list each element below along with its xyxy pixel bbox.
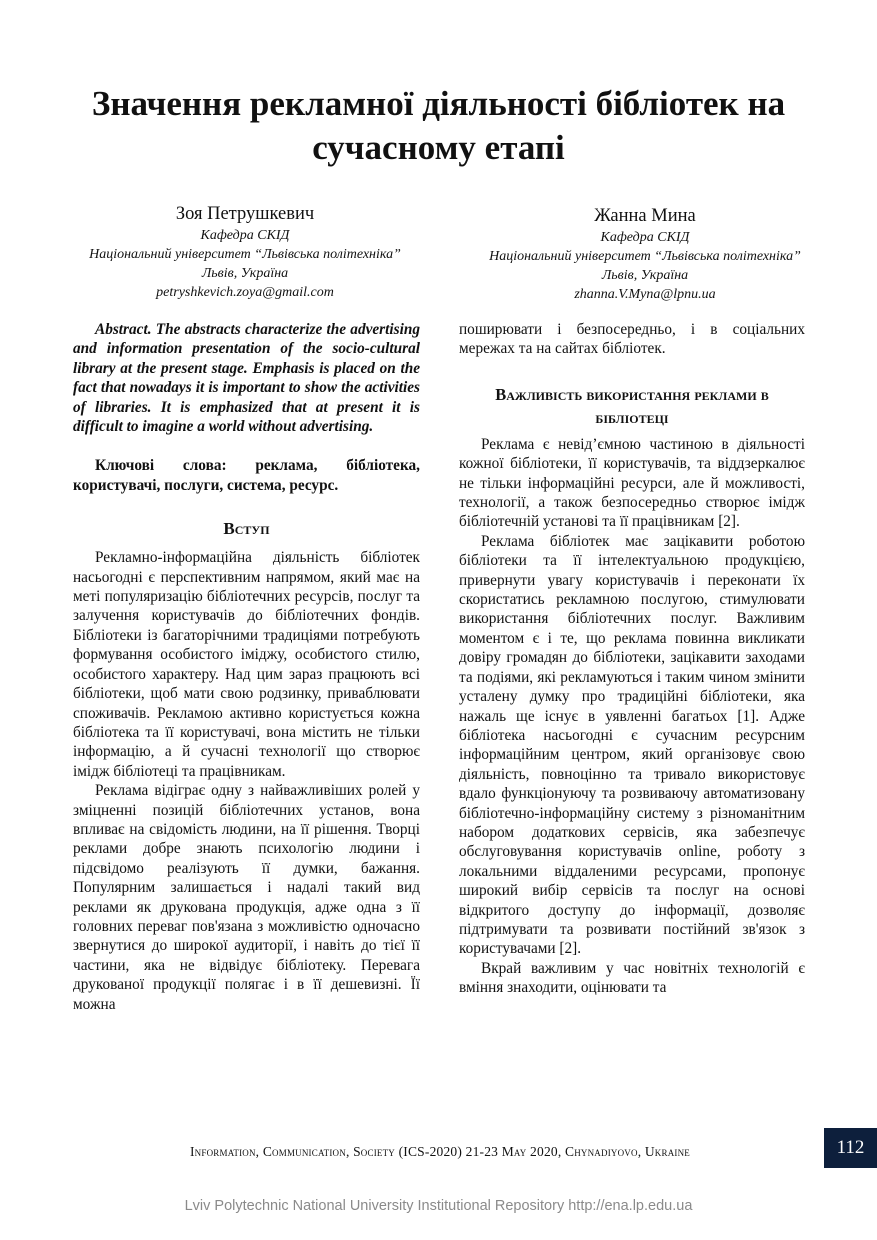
right-column — [459, 320, 805, 998]
author-university: Національний університет “Львівська політехніка” — [489, 249, 801, 264]
author-name: Жанна Мина — [594, 206, 696, 226]
abstract: Abstract. The abstracts characterize the advertising and information presentation of the socio-cultural library at the present stage. Emphasis is placed on the fact that nowadays it is important to show the activities of libraries. It is emphasized that at present it is difficult to imagine a world without advertising. — [73, 321, 420, 436]
author-department: Кафедра СКІД — [600, 230, 690, 245]
body-paragraph: Рекламно-інформаційна діяльність бібліотек насьогодні є перспективним напрямом, який має на меті популяризацію бібліотечних ресурсів, послуг та залучення користувачів до бібліотечних фондів. Бібліотеки із багаторічними традиціями потребують формування особистого іміджу, особистого стилю, особистого характеру. Над цим зараз працюють всі бібліотеки, щоб мати свою родзинку, приваблювати споживачів. Рекламою активно користується кожна бібліотека та її користувачі, вона містить не тільки інформацію, а й сучасні технології що створює імідж бібліотеці та працівникам. — [73, 549, 420, 780]
author-department: Кафедра СКІД — [200, 228, 290, 243]
author-block-1 — [45, 202, 445, 302]
body-paragraph-continuation: поширювати і безпосередньо, і в соціальних мережах та на сайтах бібліотек. — [459, 321, 805, 358]
author-university: Національний університет “Львівська політехніка” — [89, 247, 401, 262]
body-paragraph: Вкрай важливим у час новітніх технологій є вміння знаходити, оцінювати та — [459, 959, 805, 997]
repository-credit: Lviv Polytechnic National University Institutional Repository http://ena.lp.edu.ua — [184, 1198, 693, 1214]
author-location: Львів, Україна — [201, 266, 289, 281]
body-paragraph: Реклама є невід’ємною частиною в діяльності кожної бібліотеки, її користувачів, та віддзеркалює не тільки інформаційні ресурси, але й можливості, технології, а також безпосередньо створює імідж бібліотечній установі та її працівникам [2]. — [459, 435, 805, 531]
keywords: Ключові слова: реклама, бібліотека, користувачі, послуги, система, ресурс. — [73, 457, 420, 494]
author-email: zhanna.V.Myna@lpnu.ua — [574, 287, 716, 302]
page-number: 112 — [824, 1128, 877, 1168]
left-column — [73, 320, 420, 1014]
body-paragraph: Реклама бібліотек має зацікавити роботою бібліотеки та її інтелектуальною продукцією, привернути увагу користувачів і переконати їх скористатись рекламною послугою, стимулювати використання бібліотечних послуг. Важливим моментом є і те, що реклама повинна викликати довіру громадян до бібліотеки, зацікавити заходами та подіями, які рекламуються і таким чином змінити усталену думку про традиційні бібліотеки, яка нажаль ще існує в уявленні багатьох [1]. Адже бібліотека насьогодні є сучасним ресурсним інформаційним центром, який організовує свою діяльність, повноцінно та тривало використовує вдало функціонуючу та розвиваючу автоматизовану бібліотечно-інформаційну систему з різноманітним набором додаткових сервісів, яка забезпечує обслуговування користувачів online, роботу з локальними віддаленими ресурсами, пропонує широкий вибір сервісів та послуг на основі відкритого доступу до інформації, дозволяє підтримувати та розвивати постійний зв'язок з користувачами [2]. — [459, 532, 805, 958]
conference-footer: Information, Communication, Society (ICS-2020) 21-23 May 2020, Chynadiyovo, Ukraine — [189, 1144, 691, 1159]
section-heading-importance: Важливість використання реклами в бібліотеці — [495, 384, 769, 427]
author-location: Львів, Україна — [601, 268, 689, 283]
body-paragraph: Реклама відіграє одну з найважливіших ролей у зміцненні позицій бібліотечних установ, вона впливає на свідомість людини, на її рішення. Творці реклами добре знають психологію людини і підсвідомо реалізують її думки, бажання. Популярним залишається і надалі такий вид реклами як друкована продукція, адже одна з її головних переваг пов'язана з можливістю одночасно звернутися до широкої аудиторії, і навіть до тієї її частини, яка не відвідує бібліотеку. Перевага друкованої продукції полягає і в її дешевизні. Її можна — [73, 782, 420, 1013]
paper-title: Значення рекламної діяльності бібліотек на сучасному етапі — [91, 84, 786, 167]
section-heading-introduction: Вступ — [223, 519, 270, 539]
author-block-2 — [445, 204, 845, 304]
author-name: Зоя Петрушкевич — [175, 204, 315, 224]
author-email: petryshkevich.zoya@gmail.com — [156, 285, 334, 300]
